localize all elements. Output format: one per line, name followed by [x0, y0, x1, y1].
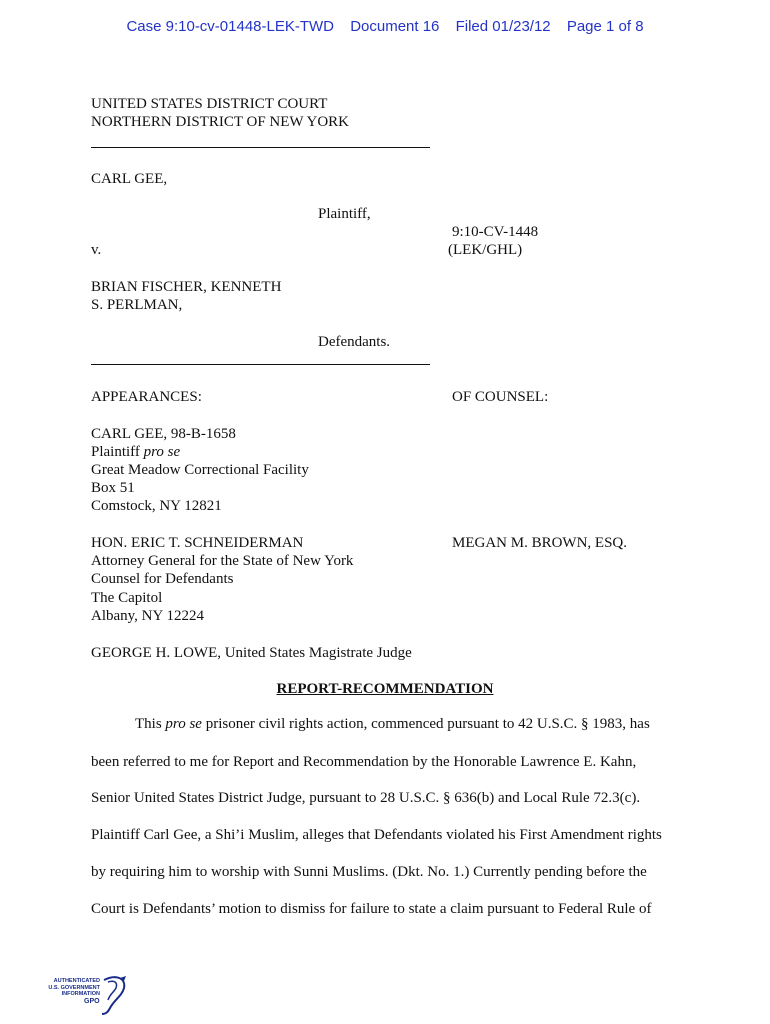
document-title: REPORT-RECOMMENDATION — [276, 681, 494, 697]
body-line-2: been referred to me for Report and Recommendation by the Honorable Lawrence E. Kahn, — [91, 754, 637, 770]
defendants-role: Defendants. — [318, 334, 391, 350]
versus: v. — [91, 242, 102, 258]
case-number-line1: 9:10-CV-1448 — [452, 224, 539, 240]
header-document: Document 16 — [350, 18, 440, 35]
header-filed-date: Filed 01/23/12 — [455, 18, 551, 35]
header-page: Page 1 of 8 — [566, 18, 644, 35]
body-line-6: Court is Defendants’ motion to dismiss for failure to state a claim pursuant to Federal Rule of — [91, 901, 652, 917]
case-number-line2: (LEK/GHL) — [448, 242, 523, 258]
defendants-line2: S. PERLMAN, — [91, 297, 183, 313]
plaintiff-appearance-line5: Comstock, NY 12821 — [91, 498, 222, 514]
gpo-logo-text: AUTHENTICATED U.S. GOVERNMENT INFORMATION — [48, 978, 100, 997]
defense-counsel-name: MEGAN M. BROWN, ESQ. — [452, 535, 628, 551]
appearances-heading: APPEARANCES: — [91, 389, 202, 405]
plaintiff-appearance-line4: Box 51 — [91, 480, 135, 496]
body-line-1: This pro se prisoner civil rights action, commenced pursuant to 42 U.S.C. § 1983, has — [135, 716, 650, 732]
plaintiff-name: CARL GEE, — [91, 171, 168, 187]
body-line-4: Plaintiff Carl Gee, a Shi’i Muslim, alleges that Defendants violated his First Amendment rights — [91, 827, 662, 843]
judge-line: GEORGE H. LOWE, United States Magistrate Judge — [91, 645, 412, 661]
defense-appearance-line3: Counsel for Defendants — [91, 571, 234, 587]
of-counsel-heading: OF COUNSEL: — [452, 389, 549, 405]
court-name-line1: UNITED STATES DISTRICT COURT — [91, 96, 328, 112]
plaintiff-appearance-line3: Great Meadow Correctional Facility — [91, 462, 309, 478]
body-line-5: by requiring him to worship with Sunni Muslims. (Dkt. No. 1.) Currently pending before the — [91, 864, 647, 880]
caption-divider-top — [91, 147, 430, 148]
body-line-3: Senior United States District Judge, pursuant to 28 U.S.C. § 636(b) and Local Rule 72.3(c). — [91, 790, 641, 806]
gpo-mark: GPO — [84, 998, 100, 1005]
plaintiff-role: Plaintiff, — [318, 206, 371, 222]
defense-appearance-line5: Albany, NY 12224 — [91, 608, 205, 624]
header-case-number: Case 9:10-cv-01448-LEK-TWD — [126, 18, 335, 35]
defense-appearance-line1: HON. ERIC T. SCHNEIDERMAN — [91, 535, 304, 551]
plaintiff-appearance-line1: CARL GEE, 98-B-1658 — [91, 426, 236, 442]
filing-header — [0, 18, 770, 35]
caption-divider-bottom — [91, 364, 430, 365]
defendants-line1: BRIAN FISCHER, KENNETH — [91, 279, 282, 295]
court-name-line2: NORTHERN DISTRICT OF NEW YORK — [91, 114, 349, 130]
gpo-authentication-logo — [44, 972, 134, 1016]
defense-appearance-line4: The Capitol — [91, 590, 163, 606]
defense-appearance-line2: Attorney General for the State of New York — [91, 553, 354, 569]
gpo-eagle-icon — [44, 972, 134, 1016]
plaintiff-appearance-line2: Plaintiff pro se — [91, 444, 181, 460]
